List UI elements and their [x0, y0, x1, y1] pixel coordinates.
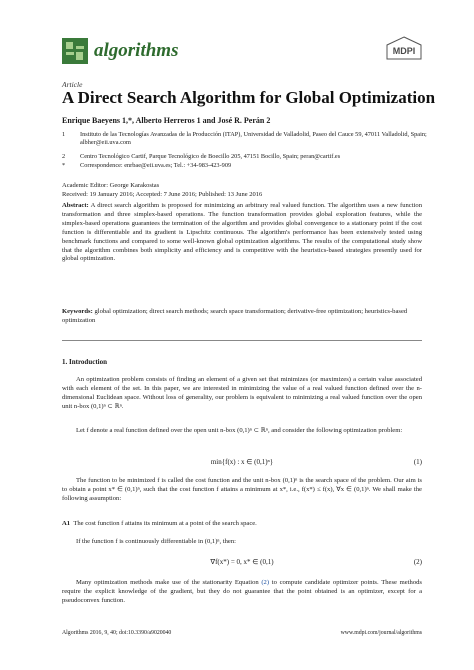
- paragraph-text: Many optimization methods make use of the stationarity Equation: [76, 579, 262, 586]
- journal-url-link[interactable]: www.mdpi.com/journal/algorithms: [340, 630, 422, 636]
- publication-dates: Received: 19 January 2016; Accepted: 7 June 2016; Published: 13 June 2016: [62, 190, 263, 198]
- affiliation-2: [62, 153, 442, 162]
- affiliation-1: [62, 131, 442, 149]
- article-type: Article: [62, 80, 83, 89]
- equation-body: ∇f(x*) = 0, x* ∈ (0,1): [210, 558, 274, 566]
- mdpi-logo[interactable]: [384, 36, 424, 62]
- paragraph-2: Let f denote a real function defined over the open unit n-box (0,1)ⁿ ⊂ ℝⁿ, and consider the following optimization problem:: [76, 427, 403, 434]
- academic-editor: Academic Editor: George Karakostas: [62, 182, 160, 189]
- keywords: [62, 308, 422, 326]
- paragraph-1: An optimization problem consists of finding an element of a given set that minimizes (or maximizes) a certain value associated with each element of the set. In this paper, we are interested in minimizing the value of a real valued function defined over the n-dimensional Euclidean space. Without loss of generality, our problem is equivalent to minimizing a real valued function over the open unit n-box (0,1)ⁿ ⊂ ℝⁿ.: [62, 376, 422, 410]
- equation-2: [62, 558, 422, 570]
- affiliation-mark: 2: [62, 153, 66, 160]
- abstract-label: Abstract:: [62, 202, 89, 209]
- correspondence: [62, 162, 442, 171]
- keywords-text: global optimization; direct search methods; search space transformation; derivative-free optimization; heuristics-based optimization: [62, 308, 408, 324]
- affiliation-text: Centro Tecnológico Cartif, Parque Tecnológico de Boecillo 205, 47151 Bocillo, Spain; peran@cartif.es: [80, 153, 341, 160]
- equation-1: [62, 458, 422, 470]
- paragraph-5: [62, 579, 422, 606]
- editorial-info: [62, 182, 262, 199]
- affiliation-text: Instituto de las Tecnologías Avanzadas de la Producción (ITAP), Universidad de Valladolid, Paseo del Cauce 59, 47011 Valladolid, Spain; albher@eii.uva.com: [80, 131, 427, 147]
- equation-reference-link[interactable]: (2): [261, 579, 270, 586]
- equation-body: min{f(x) : x ∈ (0,1)ⁿ}: [210, 458, 274, 466]
- journal-name[interactable]: algorithms: [94, 40, 179, 61]
- assumption-a1: [62, 520, 422, 529]
- publisher-name: MDPI: [392, 46, 416, 56]
- equation-number: (2): [413, 558, 422, 566]
- paragraph-text: to compute candidate optimizer points. These methods require the explicit knowledge of the gradient, but they do not guarantee that the point obtained is an optimizer, except for a pseudoconvex function.: [62, 579, 422, 604]
- journal-header: [62, 36, 424, 70]
- assumption-label: A1: [62, 520, 71, 527]
- paragraph-3: The function to be minimized f is called the cost function and the unit n-box (0,1)ⁿ is the search space of the problem. Our aim is to obtain a point x* ∈ (0,1)ⁿ, such that the cost function f attains a minimum at x*, i.e., f(x*) ≤ f(x), ∀x ∈ (0,1)ⁿ. We shall make the following assumption:: [62, 477, 422, 502]
- equation-number: (1): [413, 458, 422, 466]
- keywords-label: Keywords:: [62, 308, 93, 315]
- section-divider: [62, 340, 422, 341]
- correspondence-text: Correspondence: enrbae@eii.uva.es; Tel.: +34-983-423-909: [80, 162, 232, 169]
- affiliation-mark: 1: [62, 131, 66, 138]
- author-list: Enrique Baeyens 1,*, Alberto Herreros 1 and José R. Perán 2: [62, 116, 271, 125]
- affiliation-mark: *: [62, 162, 66, 169]
- abstract: [62, 202, 422, 264]
- section-heading: 1. Introduction: [62, 358, 107, 366]
- assumption-text: The cost function f attains its minimum at a point of the search space.: [73, 520, 257, 527]
- citation: Algorithms 2016, 9, 40; doi:10.3390/a9020040: [62, 630, 172, 636]
- journal-logo-icon: [62, 38, 88, 64]
- page-title: A Direct Search Algorithm for Global Optimization: [62, 88, 436, 107]
- paragraph-4: If the function f is continuously differentiable in (0,1)ⁿ, then:: [76, 538, 236, 545]
- abstract-text: A direct search algorithm is proposed for minimizing an arbitrary real valued function. The algorithm uses a new function transformation and three simplex-based operations. The function transformation provides global exploration features, while the simplex-based operations guarantees the termination of the algorithm and provides global convergence to a stationary point if the cost function is differentiable and its gradient is Lipschitz continuous. The algorithm's performance has been extensively tested using benchmark functions and compared to some well-known global optimization algorithms. The results of the computational study show that the algorithm combines both simplicity and efficiency and is competitive with the heuristics-based strategies presently used for global optimization.: [62, 202, 422, 263]
